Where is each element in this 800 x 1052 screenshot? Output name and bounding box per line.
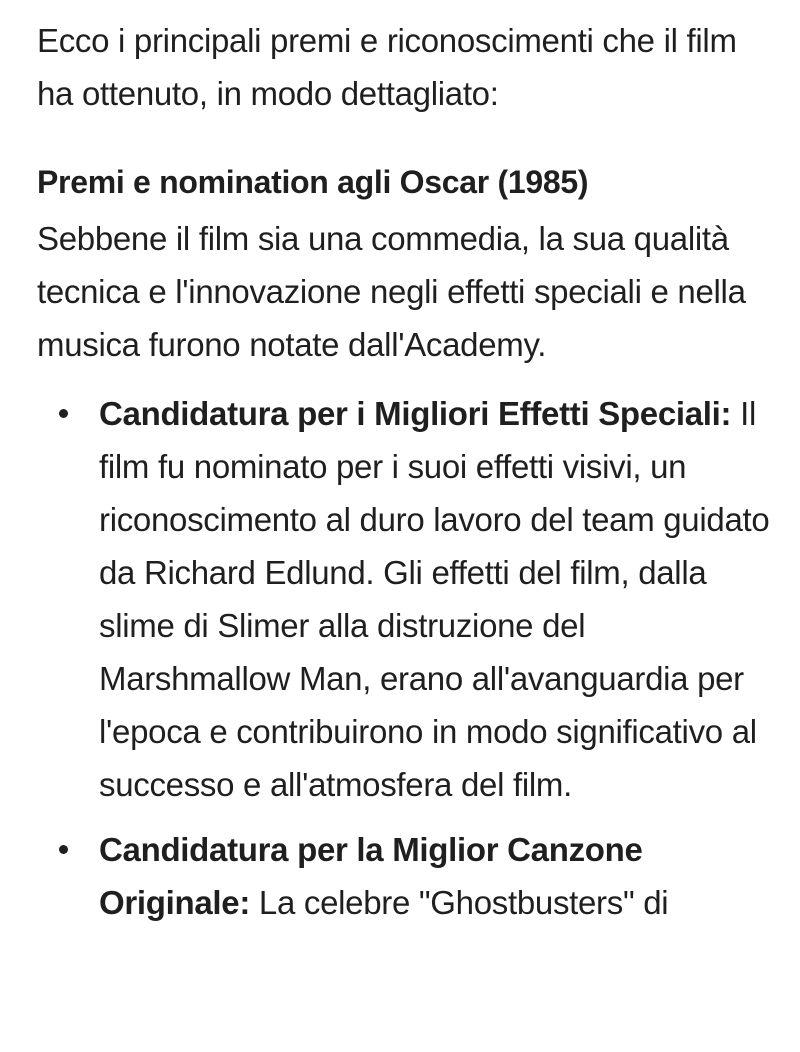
list-item-title: Candidatura per i Migliori Effetti Speciali:: [99, 395, 732, 432]
list-item: [37, 387, 777, 811]
section-heading: Premi e nomination agli Oscar (1985): [37, 164, 589, 200]
list-item-text: La celebre "Ghostbusters" di: [250, 884, 669, 921]
awards-list: [37, 387, 777, 929]
bullet-icon: [59, 845, 68, 854]
list-item: [37, 823, 777, 929]
list-item-text: Il film fu nominato per i suoi effetti visivi, un riconoscimento al duro lavoro del team guidato da Richard Edlund. Gli effetti del film, dalla slime di Slimer alla distruzione del Marshmallow Man, erano all'avanguardia per l'epoca e contribuirono in modo significativo al successo e all'atmosfera del film.: [99, 395, 770, 803]
list-item-title: Candidatura per la Miglior Canzone Originale:: [99, 831, 643, 921]
section-paragraph: Sebbene il film sia una commedia, la sua qualità tecnica e l'innovazione negli effetti speciali e nella musica furono notate dall'Academy.: [37, 220, 746, 363]
bullet-icon: [59, 409, 68, 418]
response-content: [37, 14, 777, 941]
intro-text: Ecco i principali premi e riconoscimenti che il film ha ottenuto, in modo dettagliato:: [37, 22, 737, 112]
